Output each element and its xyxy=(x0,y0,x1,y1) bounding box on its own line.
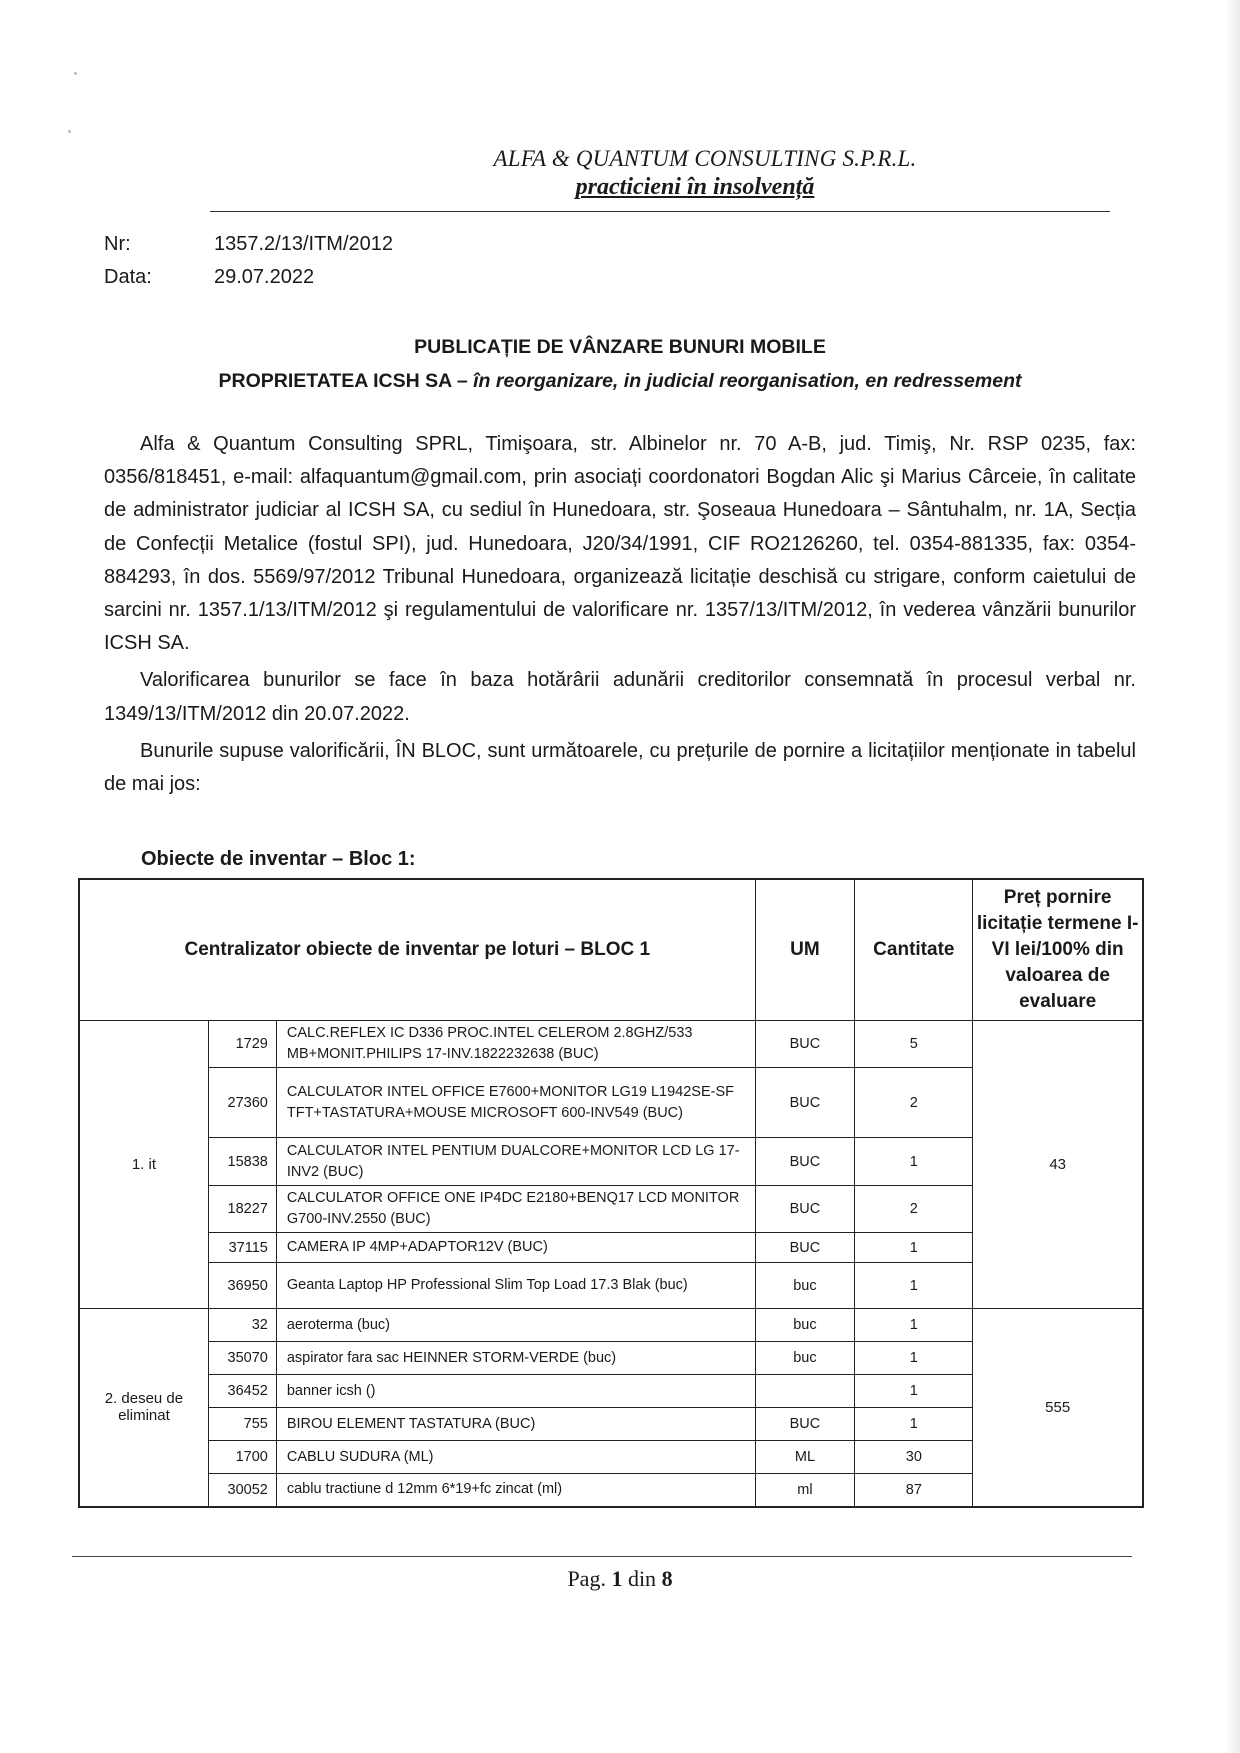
page-prefix: Pag. xyxy=(567,1566,612,1591)
body-text xyxy=(104,428,1136,801)
item-quantity: 30 xyxy=(855,1441,973,1474)
item-code: 36950 xyxy=(208,1263,276,1309)
item-um: BUC xyxy=(755,1068,855,1138)
item-um: BUC xyxy=(755,1186,855,1233)
item-code: 32 xyxy=(208,1309,276,1342)
item-description: Geanta Laptop HP Professional Slim Top Load 17.3 Blak (buc) xyxy=(276,1263,755,1309)
item-quantity: 2 xyxy=(855,1186,973,1233)
item-description: banner icsh () xyxy=(276,1375,755,1408)
scan-speck xyxy=(74,72,77,75)
date-label: Data: xyxy=(104,266,152,288)
item-code: 27360 xyxy=(208,1068,276,1138)
item-um: ml xyxy=(755,1474,855,1507)
item-quantity: 87 xyxy=(855,1474,973,1507)
item-quantity: 1 xyxy=(855,1342,973,1375)
header-start-price: Preț pornire licitație termene I-VI lei/100% din valoarea de evaluare xyxy=(973,879,1143,1021)
nr-label: Nr: xyxy=(104,233,131,255)
paragraph-3: Bunurile supuse valorificării, ÎN BLOC, sunt următoarele, cu prețurile de pornire a licitațiilor menționate in tabelul de mai jos: xyxy=(104,739,1136,796)
item-quantity: 2 xyxy=(855,1068,973,1138)
item-um xyxy=(755,1375,855,1408)
item-quantity: 1 xyxy=(855,1309,973,1342)
item-quantity: 1 xyxy=(855,1138,973,1186)
letterhead xyxy=(210,146,1120,201)
header-description: Centralizator obiecte de inventar pe loturi – BLOC 1 xyxy=(79,879,755,1021)
item-um: buc xyxy=(755,1309,855,1342)
item-code: 755 xyxy=(208,1408,276,1441)
footer-divider xyxy=(72,1556,1132,1557)
item-description: CABLU SUDURA (ML) xyxy=(276,1441,755,1474)
item-description: aeroterma (buc) xyxy=(276,1309,755,1342)
table-row xyxy=(79,1021,1143,1068)
item-code: 1700 xyxy=(208,1441,276,1474)
item-description: CALC.REFLEX IC D336 PROC.INTEL CELEROM 2.8GHZ/533 MB+MONIT.PHILIPS 17-INV.1822232638 (BUC) xyxy=(276,1021,755,1068)
title-line-1: PUBLICAȚIE DE VÂNZARE BUNURI MOBILE xyxy=(414,336,826,358)
document-meta xyxy=(104,228,393,294)
item-um: BUC xyxy=(755,1233,855,1263)
item-code: 18227 xyxy=(208,1186,276,1233)
page-number: 1 xyxy=(611,1566,623,1591)
item-code: 30052 xyxy=(208,1474,276,1507)
header-um: UM xyxy=(755,879,855,1021)
lot-price: 43 xyxy=(973,1021,1143,1309)
item-code: 35070 xyxy=(208,1342,276,1375)
item-quantity: 1 xyxy=(855,1408,973,1441)
item-um: ML xyxy=(755,1441,855,1474)
item-code: 15838 xyxy=(208,1138,276,1186)
nr-value: 1357.2/13/ITM/2012 xyxy=(214,233,394,255)
item-description: CALCULATOR INTEL PENTIUM DUALCORE+MONITOR LCD LG 17-INV2 (BUC) xyxy=(276,1138,755,1186)
item-quantity: 1 xyxy=(855,1263,973,1309)
item-description: aspirator fara sac HEINNER STORM-VERDE (buc) xyxy=(276,1342,755,1375)
item-quantity: 5 xyxy=(855,1021,973,1068)
item-code: 1729 xyxy=(208,1021,276,1068)
item-um: buc xyxy=(755,1342,855,1375)
scan-speck xyxy=(68,130,71,133)
item-um: BUC xyxy=(755,1138,855,1186)
page-mid: din xyxy=(622,1566,662,1591)
header-quantity: Cantitate xyxy=(855,879,973,1021)
item-um: BUC xyxy=(755,1021,855,1068)
firm-subtitle: practicieni în insolvență xyxy=(575,174,815,200)
page-total: 8 xyxy=(661,1566,673,1591)
item-description: CAMERA IP 4MP+ADAPTOR12V (BUC) xyxy=(276,1233,755,1263)
lot-label: 2. deseu de eliminat xyxy=(79,1309,208,1507)
item-code: 36452 xyxy=(208,1375,276,1408)
item-description: CALCULATOR OFFICE ONE IP4DC E2180+BENQ17 LCD MONITOR G700-INV.2550 (BUC) xyxy=(276,1186,755,1233)
item-um: buc xyxy=(755,1263,855,1309)
item-description: CALCULATOR INTEL OFFICE E7600+MONITOR LG19 L1942SE-SF TFT+TASTATURA+MOUSE MICROSOFT 600-INV549 (BUC) xyxy=(276,1068,755,1138)
lot-label: 1. it xyxy=(79,1021,208,1309)
page-footer xyxy=(0,1566,1240,1592)
firm-name: ALFA & QUANTUM CONSULTING S.P.R.L. xyxy=(493,146,917,171)
item-um: BUC xyxy=(755,1408,855,1441)
header-divider xyxy=(210,211,1110,212)
title-line-2-bold: PROPRIETATEA ICSH SA – xyxy=(218,370,474,392)
section-label: Obiecte de inventar – Bloc 1: xyxy=(141,848,416,870)
item-description: cablu tractiune d 12mm 6*19+fc zincat (ml) xyxy=(276,1474,755,1507)
title-line-2 xyxy=(100,364,1140,398)
title-line-2-italic: în reorganizare, in judicial reorganisation, en redressement xyxy=(473,370,1022,392)
date-value: 29.07.2022 xyxy=(214,266,315,288)
item-quantity: 1 xyxy=(855,1233,973,1263)
lot-price: 555 xyxy=(973,1309,1143,1507)
paragraph-2: Valorificarea bunurilor se face în baza hotărârii adunării creditorilor consemnată în procesul verbal nr. 1349/13/ITM/2012 din 20.07.2022. xyxy=(104,669,1136,725)
table-row xyxy=(79,1309,1143,1342)
item-quantity: 1 xyxy=(855,1375,973,1408)
item-description: BIROU ELEMENT TASTATURA (BUC) xyxy=(276,1408,755,1441)
paragraph-1: Alfa & Quantum Consulting SPRL, Timişoara, str. Albinelor nr. 70 A-B, jud. Timiş, Nr. RSP 0235, fax: 0356/818451, e-mail: alfaquantum@gmail.com, prin asociați coordonatori Bogdan Alic şi Marius Cârceie, în calitate de administrator judiciar al ICSH SA, cu sediul în Hunedoara, str. Şoseaua Hunedoara – Sântuhalm, nr. 1A, Secția de Confecții Metalice (fostul SPI), jud. Hunedoara, J20/34/1991, CIF RO2126260, tel. 0354-881335, fax: 0354-884293, în dos. 5569/97/2012 Tribunal Hunedoara, organizează licitație deschisă cu strigare, conform caietului de sarcini nr. 1357.1/13/ITM/2012 şi regulamentului de valorificare nr. 1357/13/ITM/2012, în vederea vânzării bunurilor ICSH SA. xyxy=(104,433,1136,655)
inventory-table xyxy=(78,878,1144,1508)
document-title xyxy=(100,330,1140,398)
page-edge-shadow xyxy=(1226,0,1240,1753)
item-code: 37115 xyxy=(208,1233,276,1263)
